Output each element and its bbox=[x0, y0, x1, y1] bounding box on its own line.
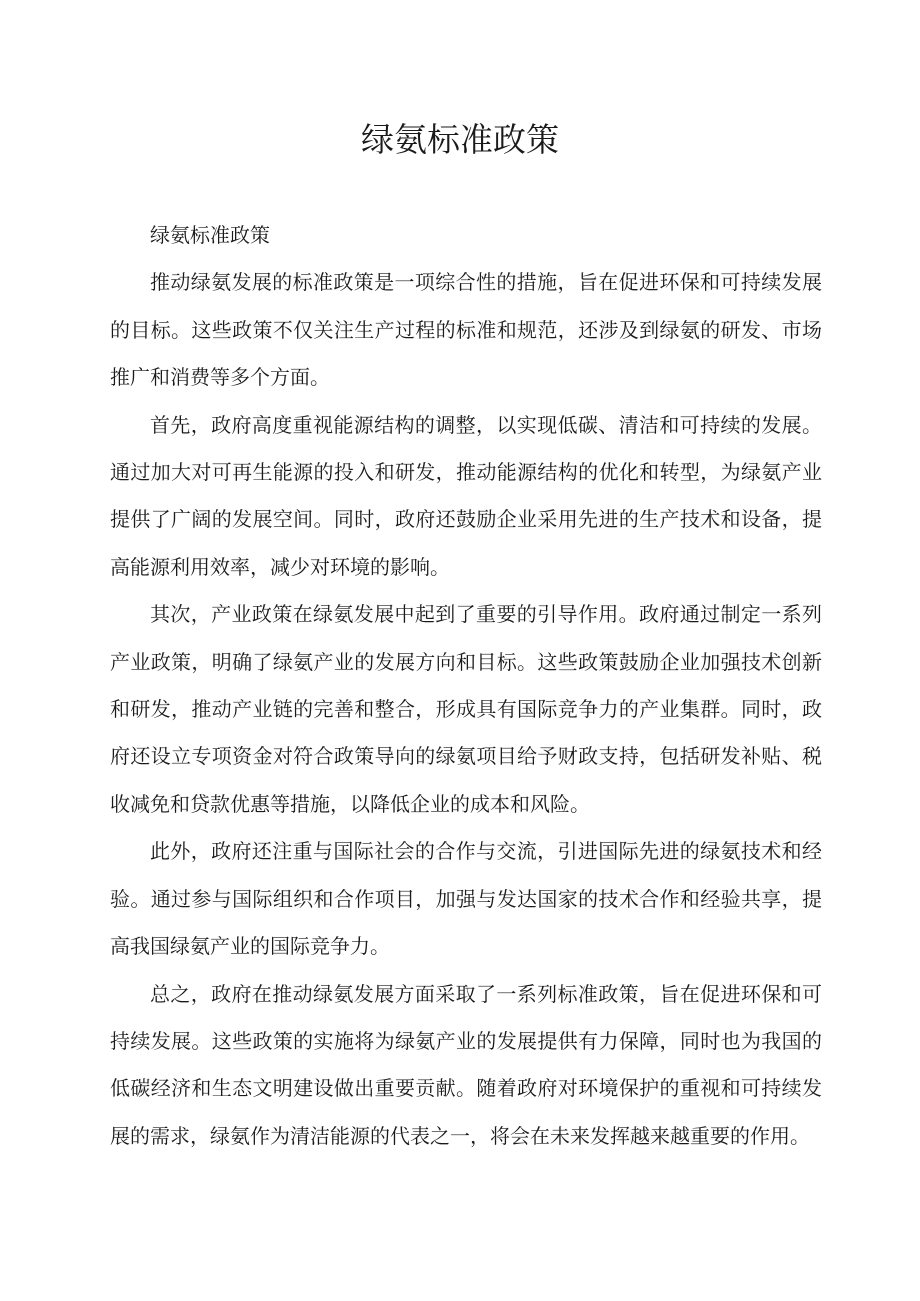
section-heading: 绿氨标准政策 bbox=[150, 223, 270, 247]
paragraph-international-cooperation: 此外，政府还注重与国际社会的合作与交流，引进国际先进的绿氨技术和经验。通过参与国际组织和合作项目，加强与发达国家的技术合作和经验共享，提高我国绿氨产业的国际竞争力。 bbox=[110, 839, 822, 959]
paragraph-industry-policy: 其次，产业政策在绿氨发展中起到了重要的引导作用。政府通过制定一系列产业政策，明确了绿氨产业的发展方向和目标。这些政策鼓励企业加强技术创新和研发，推动产业链的完善和整合，形成具有国际竞争力的产业集群。同时，政府还设立专项资金对符合政策导向的绿氨项目给予财政支持，包括研发补贴、税收减免和贷款优惠等措施，以降低企业的成本和风险。 bbox=[110, 602, 822, 816]
document-title: 绿氨标准政策 bbox=[361, 120, 559, 159]
paragraph-conclusion: 总之，政府在推动绿氨发展方面采取了一系列标准政策，旨在促进环保和可持续发展。这些政策的实施将为绿氨产业的发展提供有力保障，同时也为我国的低碳经济和生态文明建设做出重要贡献。随着政府对环境保护的重视和可持续发展的需求，绿氨作为清洁能源的代表之一，将会在未来发挥越来越重要的作用。 bbox=[110, 981, 822, 1148]
paragraph-intro: 推动绿氨发展的标准政策是一项综合性的措施，旨在促进环保和可持续发展的目标。这些政策不仅关注生产过程的标准和规范，还涉及到绿氨的研发、市场推广和消费等多个方面。 bbox=[110, 270, 822, 390]
paragraph-energy-structure: 首先，政府高度重视能源结构的调整，以实现低碳、清洁和可持续的发展。通过加大对可再生能源的投入和研发，推动能源结构的优化和转型，为绿氨产业提供了广阔的发展空间。同时，政府还鼓励企业采用先进的生产技术和设备，提高能源利用效率，减少对环境的影响。 bbox=[110, 412, 822, 579]
document-body bbox=[110, 212, 822, 1160]
